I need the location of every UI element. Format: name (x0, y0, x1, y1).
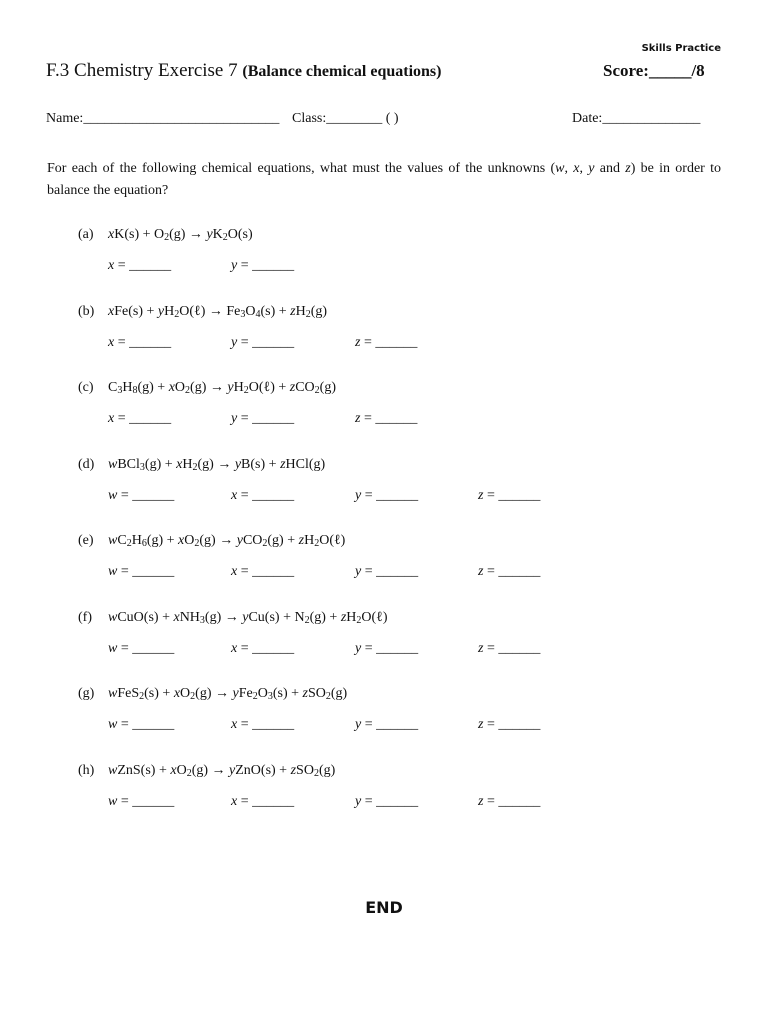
answer-blank[interactable]: x = ______ (231, 793, 295, 809)
question-label: (c) (78, 380, 94, 395)
answer-blank[interactable]: z = ______ (478, 487, 541, 503)
chemical-equation: $xFe(s) + yH_2O(\ell) \to Fe_3O_4(s) + zH_2(g)$ (108, 303, 328, 320)
answer-blank[interactable]: z = ______ (478, 793, 541, 809)
question-label: (a) (78, 227, 94, 242)
answer-blank[interactable]: x = ______ (108, 334, 172, 350)
answer-blank[interactable]: x = ______ (231, 564, 295, 579)
answer-blank[interactable]: x = ______ (108, 411, 172, 426)
question-label: (d) (78, 456, 95, 472)
question-label: (g) (78, 686, 95, 701)
answer-blank[interactable]: x = ______ (231, 717, 295, 732)
chemical-equation: $wC_2H_6(g) + xO_2(g) \to yCO_2(g)$ + $zH_2O(\ell)$ (108, 533, 346, 549)
answer-blank[interactable]: w = ______ (108, 717, 175, 732)
answer-blank[interactable]: z = ______ (355, 411, 418, 426)
answer-blank[interactable]: y = ______ (231, 258, 295, 273)
question-label: (f) (78, 609, 92, 625)
answer-blank[interactable]: w = ______ (108, 793, 175, 809)
name-field: Name:____________________________ (46, 111, 280, 126)
chemical-equation: $xK(s) + O_2(g) \to yK_2O(s)$ (108, 227, 253, 243)
skills-practice-label: Skills Practice (641, 43, 721, 54)
answer-blank[interactable]: w = ______ (108, 564, 175, 579)
chemical-equation: wCuO(s) + $xNH_3(g) \to yCu(s) + N_2(g)$ + $zH_2O(\ell)$ (108, 609, 388, 626)
chemical-equation: $C_3H_8(g) + xO_2(g)$ → $yH_2O(\ell) + zCO_2(g)$ (108, 380, 336, 396)
answer-blank[interactable]: y = ______ (231, 334, 295, 350)
answer-blank[interactable]: y = ______ (355, 640, 419, 656)
class-field: Class:________ ( ) (292, 111, 399, 126)
instructions-paragraph (47, 158, 721, 202)
date-field: Date:______________ (572, 111, 701, 126)
answer-blank[interactable]: w = ______ (108, 640, 175, 656)
instructions-text: For each of the following chemical equations, what must the values of the unknowns (w, x, y and z) be in order to balance the equation? (47, 161, 721, 198)
question-label: (b) (78, 303, 95, 319)
chemical-equation: wBCl$_3$(g) + $xH_2(g) \to yB(s)$ + zHCl(g) (108, 456, 326, 473)
answer-blank[interactable]: z = ______ (478, 717, 541, 732)
chemical-equation: wZnS(s) + $xO_2(g)$ → yZnO(s) + zSO$_2$(g) (108, 762, 336, 779)
answer-blank[interactable]: z = ______ (355, 334, 418, 350)
answer-blank[interactable]: y = ______ (355, 564, 419, 579)
question-label: (h) (78, 762, 95, 778)
answer-blank[interactable]: x = ______ (108, 258, 172, 273)
answer-blank[interactable]: y = ______ (355, 717, 419, 732)
chemical-equation: wFeS$_2$(s) + $xO_2(g) \to yFe_2O_3(s) + zSO_2(g)$ (108, 686, 348, 702)
worksheet-title (46, 60, 441, 82)
question-label: (e) (78, 533, 94, 548)
answer-blank[interactable]: z = ______ (478, 564, 541, 579)
answer-blank[interactable]: y = ______ (355, 793, 419, 809)
score-field: Score:_____/8 (603, 61, 705, 80)
answer-blank[interactable]: z = ______ (478, 640, 541, 656)
end-marker: END (365, 898, 403, 917)
answer-blank[interactable]: y = ______ (231, 411, 295, 426)
answer-blank[interactable]: y = ______ (355, 487, 419, 503)
title-subtitle: (Balance chemical equations) (242, 63, 442, 80)
answer-blank[interactable]: w = ______ (108, 487, 175, 503)
title-main: F.3 Chemistry Exercise 7 (46, 60, 238, 81)
answer-blank[interactable]: x = ______ (231, 640, 295, 656)
answer-blank[interactable]: x = ______ (231, 487, 295, 503)
